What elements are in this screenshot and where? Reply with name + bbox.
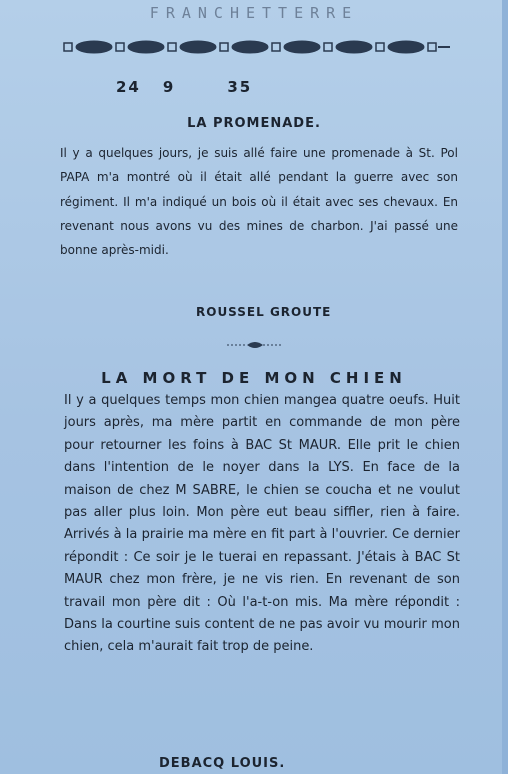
issue-date <box>116 78 296 96</box>
article-author-promenade: ROUSSEL GROUTE <box>196 305 332 319</box>
page-edge <box>502 0 508 774</box>
date-month: 9 <box>162 78 176 96</box>
ornament-border <box>62 36 452 58</box>
article-title-chien: LA MORT DE MON CHIEN <box>101 369 407 387</box>
date-day: 24 <box>116 78 141 96</box>
article-author-chien: DEBACQ LOUIS. <box>159 756 286 771</box>
article-body-chien: Il y a quelques temps mon chien mangea quatre oeufs. Huit jours après, ma mère partit en commande de mon père pour retourner les foins à BAC St MAUR. Elle prit le chien dans l'intention de le noyer dans la LYS. En face de la maison de chez M SABRE, le chien se coucha et ne voulut pas aller plus loin. Mon père eut beau siffler, rien à faire. Arrivés à la prairie ma mère en fit part à l'ouvrier. Ce dernier répondit : Ce soir je le tuerai en repassant. J'étais à BAC St MAUR chez mon frère, je ne vis rien. En revenant de son travail mon père dit : Où l'a-t-on mis. Ma mère répondit : Dans la courtine suis content de ne pas avoir vu mourir mon chien, cela m'aurait fait trop de peine. <box>64 393 460 655</box>
article-title-promenade: LA PROMENADE. <box>187 116 321 131</box>
article-body-promenade: Il y a quelques jours, je suis allé faire une promenade à St. Pol PAPA m'a montré où il était allé pendant la guerre avec son régiment. Il m'a indiqué un bois où il était avec ses chevaux. En revenant nous avons vu des mines de charbon. J'ai passé une bonne après-midi. <box>60 146 458 258</box>
date-year: 35 <box>227 78 253 96</box>
separator-flourish <box>227 339 283 351</box>
masthead: FRANCHETTERRE <box>149 4 359 22</box>
